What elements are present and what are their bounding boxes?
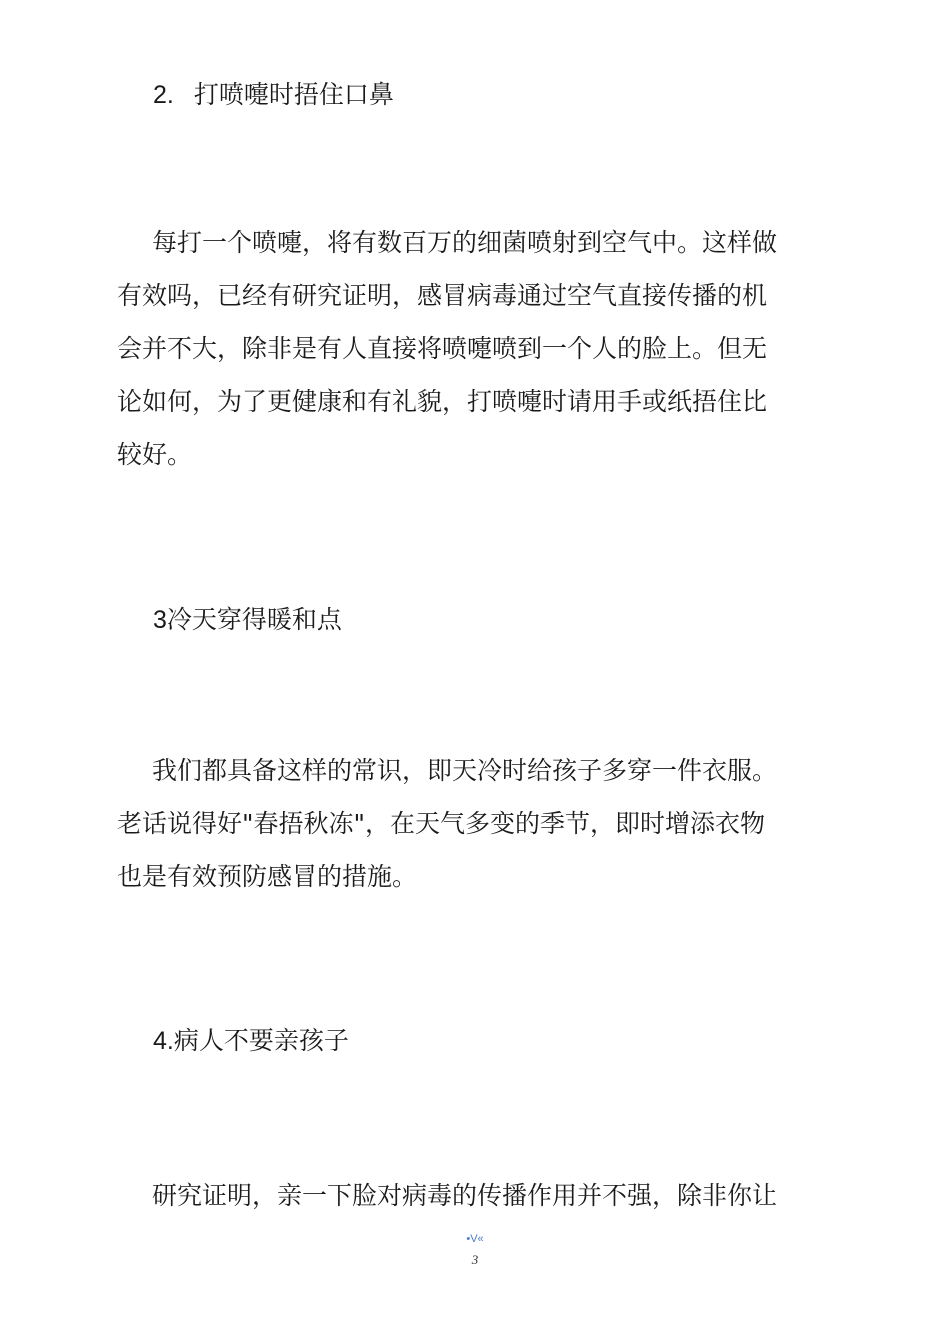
section-number: 2. (153, 81, 174, 109)
paragraph-line: 有效吗，已经有研究证明，感冒病毒通过空气直接传播的机 (117, 281, 768, 310)
section-title: 打喷嚏时捂住口鼻 (193, 80, 394, 109)
section-paragraph-3 (117, 744, 837, 903)
section-paragraph-2 (117, 216, 837, 481)
section-number: 4. (153, 1027, 174, 1055)
paragraph-line: 每打一个喷嚏，将有数百万的细菌喷射到空气中。这样做 (152, 228, 778, 257)
paragraph-line: 也是有效预防感冒的措施。 (117, 862, 418, 891)
section-number: 3 (153, 606, 167, 634)
paragraph-line: 会并不大，除非是有人直接将喷嚏喷到一个人的脸上。但无 (117, 334, 768, 363)
paragraph-line: 较好。 (117, 440, 193, 469)
section-title: 冷天穿得暖和点 (166, 605, 342, 634)
section-title: 病人不要亲孩子 (173, 1026, 349, 1055)
section-heading-4 (153, 1024, 349, 1058)
section-heading-2 (153, 78, 394, 112)
section-paragraph-4 (117, 1169, 837, 1222)
footer-mark: •V« (466, 1233, 484, 1245)
paragraph-line: 研究证明，亲一下脸对病毒的传播作用并不强，除非你让 (152, 1181, 778, 1210)
paragraph-line: 我们都具备这样的常识，即天冷时给孩子多穿一件衣服。 (152, 756, 778, 785)
paragraph-line: 论如何，为了更健康和有礼貌，打喷嚏时请用手或纸捂住比 (117, 387, 768, 416)
paragraph-line: 老话说得好"春捂秋冻"，在天气多变的季节，即时增添衣物 (117, 809, 766, 838)
page-number: 3 (471, 1252, 479, 1267)
section-heading-3 (153, 603, 342, 637)
